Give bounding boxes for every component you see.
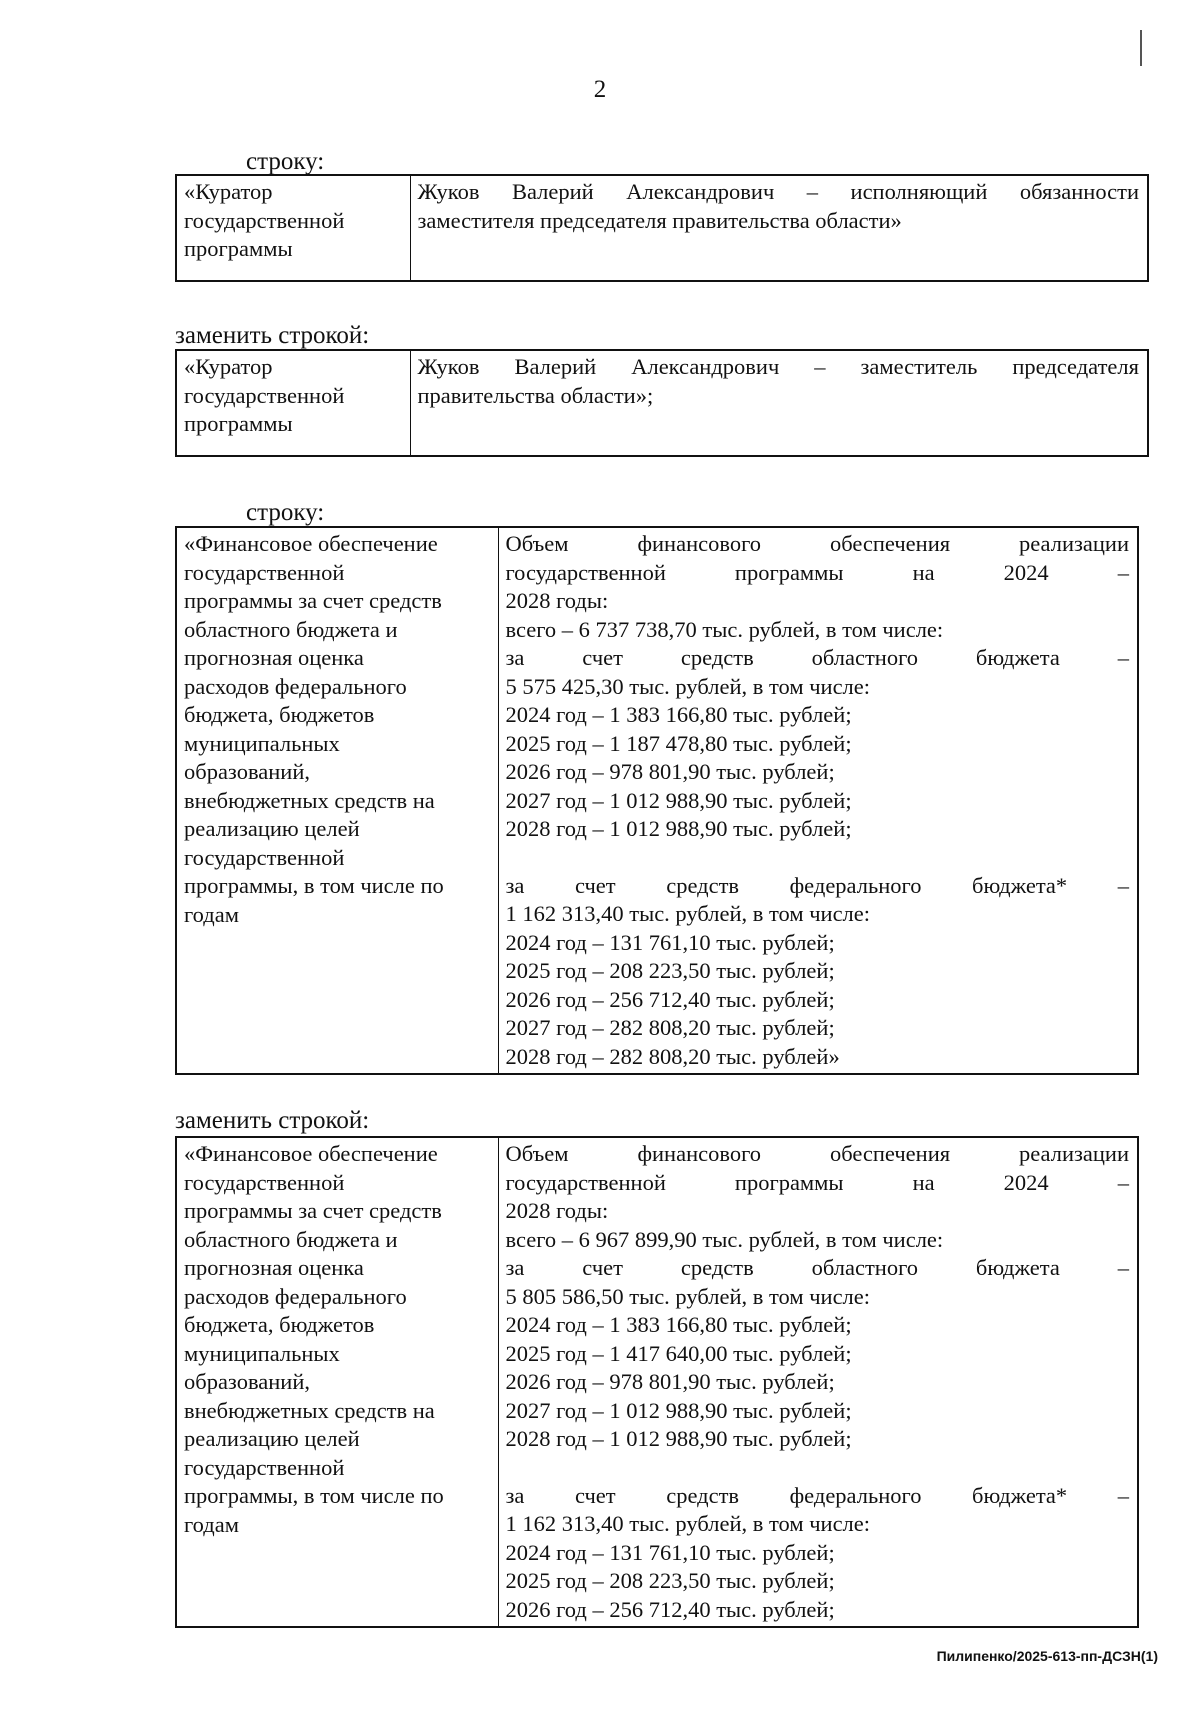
cell-line: муниципальных <box>184 1340 340 1366</box>
cell-line: образований, <box>184 759 311 784</box>
cell-line: программы, в том числе по <box>184 873 444 898</box>
block2-col1 <box>176 350 410 456</box>
cell-line: областного бюджета и <box>184 1226 398 1252</box>
cell-line: прогнозная оценка <box>184 645 364 670</box>
cell-line: за счет средств областного бюджета – <box>505 1255 1129 1280</box>
block3-table <box>175 526 1139 1075</box>
spacer <box>506 1454 1130 1482</box>
cell-line: «Куратор <box>184 179 273 204</box>
cell-line: бюджета, бюджетов <box>184 1312 375 1337</box>
cell-line: 5 805 586,50 тыс. рублей, в том числе: <box>505 1283 871 1309</box>
scan-mark <box>1140 30 1142 66</box>
cell-line: 2024 год – 1 383 166,80 тыс. рублей; <box>505 1312 852 1337</box>
block2-table <box>175 349 1149 457</box>
cell-line: 2027 год – 1 012 988,90 тыс. рублей; <box>505 1397 852 1423</box>
cell-line: областного бюджета и <box>184 616 398 642</box>
cell-line: «Финансовое обеспечение <box>184 1141 438 1166</box>
block1-col2 <box>410 175 1148 281</box>
cell-line: государственной <box>184 1454 345 1480</box>
block4-col1 <box>176 1137 498 1627</box>
cell-line: программы <box>184 411 293 436</box>
cell-line: 2024 год – 131 761,10 тыс. рублей; <box>505 1539 835 1565</box>
block2-col2 <box>410 350 1148 456</box>
cell-line: 2024 год – 131 761,10 тыс. рублей; <box>505 929 835 955</box>
cell-line: 2026 год – 978 801,90 тыс. рублей; <box>505 759 835 784</box>
cell-line: государственной <box>184 1169 345 1195</box>
document-footer-id: Пилипенко/2025-613-пп-ДСЗН(1) <box>936 1648 1158 1664</box>
cell-line: государственной <box>184 382 345 408</box>
cell-line: за счет средств федерального бюджета* – <box>505 1482 1129 1508</box>
cell-line: 2028 годы: <box>505 588 609 613</box>
spacer <box>506 844 1130 872</box>
cell-line: Объем финансового обеспечения реализации <box>505 1141 1129 1166</box>
cell-line: прогнозная оценка <box>184 1255 364 1280</box>
table-row <box>176 1137 1138 1627</box>
block4-label: заменить строкой: <box>175 1107 370 1134</box>
cell-line: 2025 год – 1 187 478,80 тыс. рублей; <box>505 730 852 756</box>
cell-line: Жуков Валерий Александрович – исполняющий обязанности <box>417 179 1139 204</box>
cell-line: бюджета, бюджетов <box>184 702 375 727</box>
cell-line: государственной программы на 2024 – <box>505 559 1129 585</box>
cell-line: 2027 год – 1 012 988,90 тыс. рублей; <box>505 787 852 813</box>
cell-line: 1 162 313,40 тыс. рублей, в том числе: <box>505 1511 871 1536</box>
cell-line: 2027 год – 282 808,20 тыс. рублей; <box>505 1015 835 1040</box>
table-row <box>176 350 1148 456</box>
cell-line: 2028 год – 282 808,20 тыс. рублей» <box>505 1043 840 1069</box>
block1-table <box>175 174 1149 282</box>
cell-line: программы за счет средств <box>184 588 442 613</box>
cell-line: реализацию целей <box>184 816 360 841</box>
cell-line: 2028 год – 1 012 988,90 тыс. рублей; <box>505 816 852 841</box>
cell-line: 2028 годы: <box>505 1198 609 1223</box>
block1-label: строку: <box>246 148 325 175</box>
cell-line: «Финансовое обеспечение <box>184 531 438 556</box>
cell-line: государственной <box>184 559 345 585</box>
block2-label: заменить строкой: <box>175 322 370 349</box>
cell-line: 1 162 313,40 тыс. рублей, в том числе: <box>505 901 871 926</box>
cell-line: 2028 год – 1 012 988,90 тыс. рублей; <box>505 1426 852 1451</box>
cell-line: годам <box>184 1511 239 1537</box>
cell-line: внебюджетных средств на <box>184 787 435 813</box>
cell-line: реализацию целей <box>184 1426 360 1451</box>
cell-line: «Куратор <box>184 354 273 379</box>
cell-line: всего – 6 967 899,90 тыс. рублей, в том числе: <box>505 1226 944 1252</box>
page-number: 2 <box>593 76 607 103</box>
cell-line: 2026 год – 978 801,90 тыс. рублей; <box>505 1369 835 1394</box>
block3-col1 <box>176 527 498 1074</box>
table-row <box>176 527 1138 1074</box>
block1-col1 <box>176 175 410 281</box>
cell-line: программы за счет средств <box>184 1198 442 1223</box>
cell-line: государственной программы на 2024 – <box>505 1169 1129 1195</box>
cell-line: правительства области»; <box>417 382 654 408</box>
cell-line: государственной <box>184 207 345 233</box>
cell-line: государственной <box>184 844 345 870</box>
block3-label: строку: <box>246 499 325 526</box>
cell-line: 2026 год – 256 712,40 тыс. рублей; <box>505 1596 835 1622</box>
cell-line: за счет средств федерального бюджета* – <box>505 872 1129 898</box>
cell-line: заместителя председателя правительства области» <box>417 207 902 233</box>
cell-line: 5 575 425,30 тыс. рублей, в том числе: <box>505 673 871 699</box>
cell-line: 2025 год – 208 223,50 тыс. рублей; <box>505 958 835 983</box>
cell-line: 2025 год – 208 223,50 тыс. рублей; <box>505 1568 835 1593</box>
cell-line: расходов федерального <box>184 1283 407 1309</box>
table-row <box>176 175 1148 281</box>
cell-line: годам <box>184 901 239 927</box>
cell-line: муниципальных <box>184 730 340 756</box>
cell-line: Объем финансового обеспечения реализации <box>505 531 1129 556</box>
cell-line: образований, <box>184 1369 311 1394</box>
cell-line: программы, в том числе по <box>184 1483 444 1508</box>
cell-line: программы <box>184 236 293 261</box>
cell-line: 2025 год – 1 417 640,00 тыс. рублей; <box>505 1340 852 1366</box>
cell-line: всего – 6 737 738,70 тыс. рублей, в том числе: <box>505 616 944 642</box>
cell-line: внебюджетных средств на <box>184 1397 435 1423</box>
cell-line: 2024 год – 1 383 166,80 тыс. рублей; <box>505 702 852 727</box>
cell-line: за счет средств областного бюджета – <box>505 645 1129 670</box>
block3-col2 <box>498 527 1138 1074</box>
block4-table <box>175 1136 1139 1628</box>
cell-line: Жуков Валерий Александрович – заместитель председателя <box>417 354 1139 379</box>
cell-line: 2026 год – 256 712,40 тыс. рублей; <box>505 986 835 1012</box>
block4-col2 <box>498 1137 1138 1627</box>
cell-line: расходов федерального <box>184 673 407 699</box>
